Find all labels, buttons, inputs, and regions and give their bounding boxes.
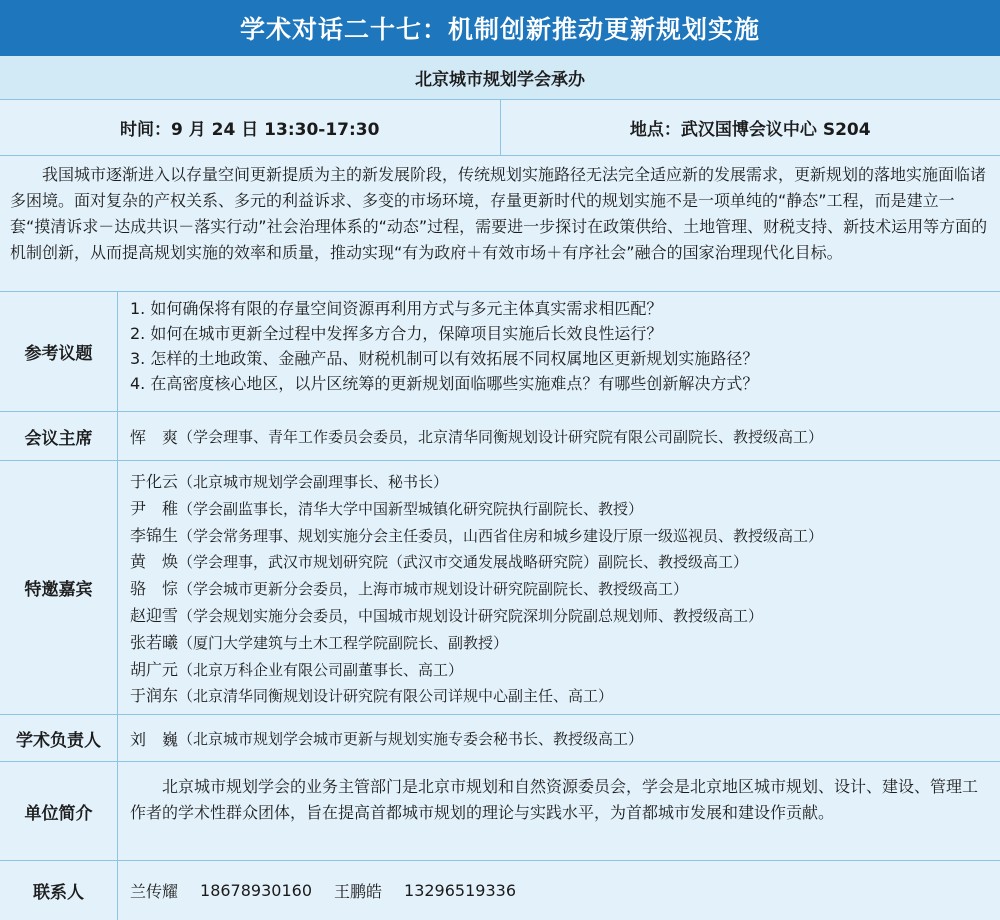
guest-note: （北京城市规划学会副理事长、秘书长）: [178, 473, 449, 491]
guest-item: [130, 576, 1000, 603]
guest-item: [130, 657, 1000, 684]
page-title: 学术对话二十七：机制创新推动更新规划实施: [0, 0, 1000, 56]
chair-row: [0, 412, 1000, 461]
time-place-row: [0, 100, 1000, 156]
contact-row: [0, 861, 1000, 920]
chair-name: 恽 爽: [130, 427, 179, 447]
topics-list: [118, 292, 1000, 411]
topic-item: 4. 在高密度核心地区，以片区统筹的更新规划面临哪些实施难点？有哪些创新解决方式？: [130, 374, 759, 393]
guest-item: [130, 523, 1000, 550]
intro-paragraph: [0, 156, 1000, 292]
about-text: 北京城市规划学会的业务主管部门是北京市规划和自然资源委员会，学会是北京地区城市规划、设计、建设、管理工作者的学术性群众团体，旨在提高首都城市规划的理论与实践水平，为首都城市发展和建设作贡献。: [130, 777, 979, 822]
organizer-text: 北京城市规划学会承办: [415, 70, 585, 90]
lead-note: （北京城市规划学会城市更新与规划实施专委会秘书长、教授级高工）: [178, 729, 644, 748]
topics-row: [0, 292, 1000, 412]
contact-person-1: 兰传耀: [130, 882, 179, 901]
contact-person-2: 王鹏皓: [334, 882, 383, 901]
contact-content: [118, 861, 1000, 920]
guest-name: 骆 悰: [130, 579, 179, 599]
guest-note: （学会理事，武汉市规划研究院（武汉市交通发展战略研究院）副院长、教授级高工）: [178, 553, 749, 572]
guest-item: [130, 630, 1000, 657]
guest-item: [130, 683, 1000, 710]
guest-note: （厦门大学建筑与土木工程学院副院长、副教授）: [178, 633, 509, 652]
chair-note: （学会理事、青年工作委员会委员，北京清华同衡规划设计研究院有限公司副院长、教授级高工）: [178, 427, 824, 446]
organizer-row: [0, 56, 1000, 100]
topic-item: 2. 如何在城市更新全过程中发挥多方合力，保障项目实施后长效良性运行？: [130, 324, 663, 343]
guest-name: 胡广元: [130, 659, 179, 679]
guest-note: （北京万科企业有限公司副董事长、高工）: [178, 660, 464, 679]
guest-name: 黄 焕: [130, 552, 179, 572]
guest-note: （学会规划实施分会委员，中国城市规划设计研究院深圳分院副总规划师、教授级高工）: [178, 606, 764, 625]
guest-name: 李锦生: [130, 525, 179, 545]
guest-name: 张若曦: [130, 632, 179, 652]
guest-item: [130, 469, 1000, 496]
contact-label: 联系人: [0, 861, 118, 920]
topics-label: 参考议题: [0, 292, 118, 411]
guest-note: （北京清华同衡规划设计研究院有限公司详规中心副主任、高工）: [178, 687, 614, 706]
guest-name: 于化云: [130, 472, 179, 491]
lead-label: 学术负责人: [0, 715, 118, 761]
place-cell: 地点：武汉国博会议中心 S204: [629, 120, 871, 140]
about-row: [0, 762, 1000, 861]
contact-phone-2: 13296519336: [404, 881, 516, 900]
intro-text: 我国城市逐渐进入以存量空间更新提质为主的新发展阶段，传统规划实施路径无法完全适应新的发展需求，更新规划的落地实施面临诸多困境。面对复杂的产权关系、多元的利益诉求、多变的市场环境，存量更新时代的规划实施不是一项单纯的“静态”工程，而是建立一套“摸清诉求－达成共识－落实行动”社会治理体系的“动态”过程，需要进一步探讨在政策供给、土地管理、财税支持、新技术运用等方面的机制创新，从而提高规划实施的效率和质量，推动实现“有为政府＋有效市场＋有序社会”融合的国家治理现代化目标。: [10, 165, 988, 262]
chair-content: [118, 412, 1000, 460]
lead-content: [118, 715, 1000, 761]
guest-note: （学会城市更新分会委员，上海市城市规划设计研究院副院长、教授级高工）: [178, 580, 689, 599]
guest-note: （学会常务理事、规划实施分会主任委员，山西省住房和城乡建设厅原一级巡视员、教授级高工）: [178, 526, 824, 545]
guest-item: [130, 549, 1000, 576]
guest-item: [130, 603, 1000, 630]
lead-row: [0, 715, 1000, 762]
lead-name: 刘 巍: [130, 729, 179, 749]
about-label: 单位简介: [0, 762, 118, 860]
guest-note: （学会副监事长，清华大学中国新型城镇化研究院执行副院长、教授）: [178, 499, 644, 518]
guest-name: 赵迎雪: [130, 605, 179, 625]
guest-name: 尹 稚: [130, 498, 179, 518]
guest-name: 于润东: [130, 686, 179, 706]
topic-item: 1. 如何确保将有限的存量空间资源再利用方式与多元主体真实需求相匹配？: [130, 299, 663, 318]
guests-list: [118, 461, 1000, 714]
topic-item: 3. 怎样的土地政策、金融产品、财税机制可以有效拓展不同权属地区更新规划实施路径？: [130, 349, 759, 368]
time-cell: 时间：9 月 24 日 13:30-17:30: [0, 100, 501, 155]
chair-label: 会议主席: [0, 412, 118, 460]
guest-item: [130, 496, 1000, 523]
contact-phone-1: 18678930160: [200, 881, 312, 900]
guests-row: [0, 461, 1000, 715]
guests-label: 特邀嘉宾: [0, 461, 118, 714]
